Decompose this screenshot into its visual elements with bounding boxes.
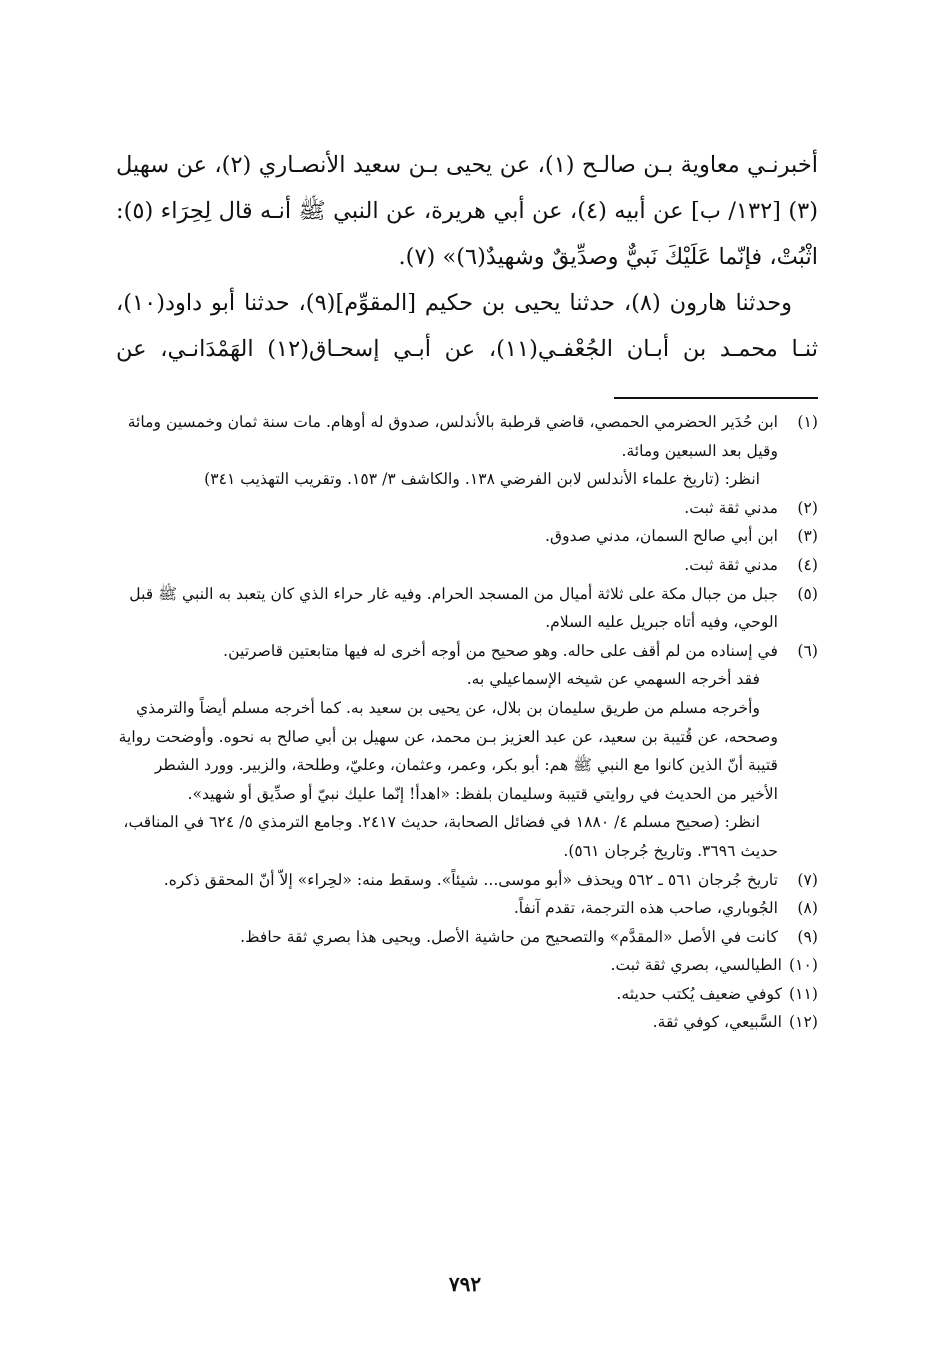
footnote-text: تاريخ جُرجان ٥٦١ ـ ٥٦٢ ويحذف «أبو موسى... شيئاً». وسقط منه: «لحِراء» إلاّ أنّ المحقق ذكره. bbox=[163, 870, 778, 889]
footnote-text: في إسناده من لم أقف على حاله. وهو صحيح من أوجه أخرى له فيها متابعتين قاصرتين. bbox=[223, 641, 778, 660]
footnote-4 bbox=[118, 551, 818, 580]
footnote-number: (١٢) bbox=[789, 1013, 818, 1032]
footnote-number: (١١) bbox=[789, 984, 818, 1003]
footnote-11 bbox=[118, 980, 818, 1009]
footnote-3 bbox=[118, 522, 818, 551]
footnote-6-detail-1: فقد أخرجه السهمي عن شيخه الإسماعيلي به. bbox=[466, 670, 760, 689]
footnote-7 bbox=[118, 866, 818, 895]
footnote-number: (٢) bbox=[797, 498, 818, 517]
footnote-8 bbox=[118, 894, 818, 923]
footnote-text: جبل من جبال مكة على ثلاثة أميال من المسجد الحرام. وفيه غار حراء الذي كان يتعبد به النبي ﷺ قبل الوحي، وفيه أتاه جبريل عليه السلام. bbox=[129, 584, 778, 632]
footnote-text: مدني ثقة ثبت. bbox=[684, 555, 778, 574]
footnote-number: (٦) bbox=[797, 641, 818, 660]
hadith-paragraph-1: أخبرنـي معاوية بـن صالـح (١)، عن يحيى بـن سعيد الأنصـاري (٢)، عن سهيل (٣) [١٣٢/ ب] عن أبيه (٤)، عن أبي هريرة، عن النبي ﷺ أنـه قال لِحِرَاء (٥): اثْبُتْ، فإنّما عَلَيْكَ نَبيٌّ وصدِّيقٌ وشهيدٌ(٦)» (٧). bbox=[116, 152, 819, 270]
footnote-number: (١٠) bbox=[789, 956, 818, 975]
footnote-text: ابن حُدَير الحضرمي الحمصي، قاضي قرطبة بالأندلس، صدوق له أوهام. مات سنة ثمان وخمسين ومائة وقيل بعد السبعين ومائة. bbox=[127, 413, 778, 460]
footnote-number: (١) bbox=[797, 413, 818, 431]
footnote-number: (٧) bbox=[797, 870, 818, 889]
footnote-9 bbox=[118, 923, 818, 952]
footnote-text: كانت في الأصل «المقدَّم» والتصحيح من حاشية الأصل. ويحيى هذا بصري ثقة حافظ. bbox=[240, 927, 778, 946]
footnote-text: ابن أبي صالح السمان، مدني صدوق. bbox=[545, 527, 778, 546]
footnote-10 bbox=[118, 951, 818, 980]
footnote-text: الطيالسي، بصري ثقة ثبت. bbox=[610, 956, 782, 975]
footnote-text: كوفي ضعيف يُكتب حديثه. bbox=[616, 984, 782, 1003]
hadith-paragraph-2: وحدثنا هارون (٨)، حدثنا يحيى بن حكيم [المقوِّم](٩)، حدثنا أبو داود(١٠)، ثنـا محمـد بن أبـان الجُعْفـي(١١)، عن أبـي إسحـاق(١٢) الهَمْدَانـي، عن bbox=[116, 290, 818, 362]
footnote-1 bbox=[118, 408, 818, 465]
footnote-number: (٨) bbox=[797, 899, 818, 918]
footnote-1-reference: انظر: (تاريخ علماء الأندلس لابن الفرضي ١٣٨. والكاشف ٣/ ١٥٣. وتقريب التهذيب ٣٤١) bbox=[204, 470, 760, 489]
footnote-number: (٤) bbox=[797, 555, 818, 574]
footnote-number: (٥) bbox=[797, 584, 818, 603]
footnote-text: مدني ثقة ثبت. bbox=[684, 498, 778, 517]
footnote-text: الجُوباري، صاحب هذه الترجمة، تقدم آنفاً. bbox=[513, 899, 778, 918]
footnote-5 bbox=[118, 580, 818, 637]
footnote-separator bbox=[614, 397, 818, 399]
footnote-2 bbox=[118, 494, 818, 523]
page-number: ٧٩٢ bbox=[448, 1272, 482, 1296]
footnote-6-detail-2: وأخرجه مسلم من طريق سليمان بن بلال، عن يحيى بن سعيد به. كما أخرجه مسلم أيضاً والترمذي وصححه، عن قُتيبة بن سعيد، عن عبد العزيز بـن محمد، عن سهيل بن أبي صالح به نحوه. وأوضحت رواية قتيبة أنّ الذين كانوا مع النبي ﷺ هم: أبو بكر، وعمر، وعثمان، وعليّ، وطلحة، والزبير. وورد الشطر الأخير من الحديث في روايتي قتيبة وسليمان بلفظ: «اهدأ! إنّما عليك نبيّ أو صدِّيق أو شهيد». bbox=[118, 698, 778, 803]
main-text bbox=[116, 142, 818, 372]
footnote-12 bbox=[118, 1008, 818, 1037]
footnote-6-reference: انظر: (صحيح مسلم ٤/ ١٨٨٠ في فضائل الصحابة، حديث ٢٤١٧. وجامع الترمذي ٥/ ٦٢٤ في المناقب، حديث ٣٦٩٦. وتاريخ جُرجان ٥٦١). bbox=[123, 813, 778, 860]
footnote-6 bbox=[118, 637, 818, 666]
footnote-number: (٩) bbox=[797, 927, 818, 946]
footnote-text: السَّبيعي، كوفي ثقة. bbox=[652, 1013, 782, 1032]
footnotes bbox=[118, 408, 818, 1037]
footnote-number: (٣) bbox=[797, 527, 818, 546]
